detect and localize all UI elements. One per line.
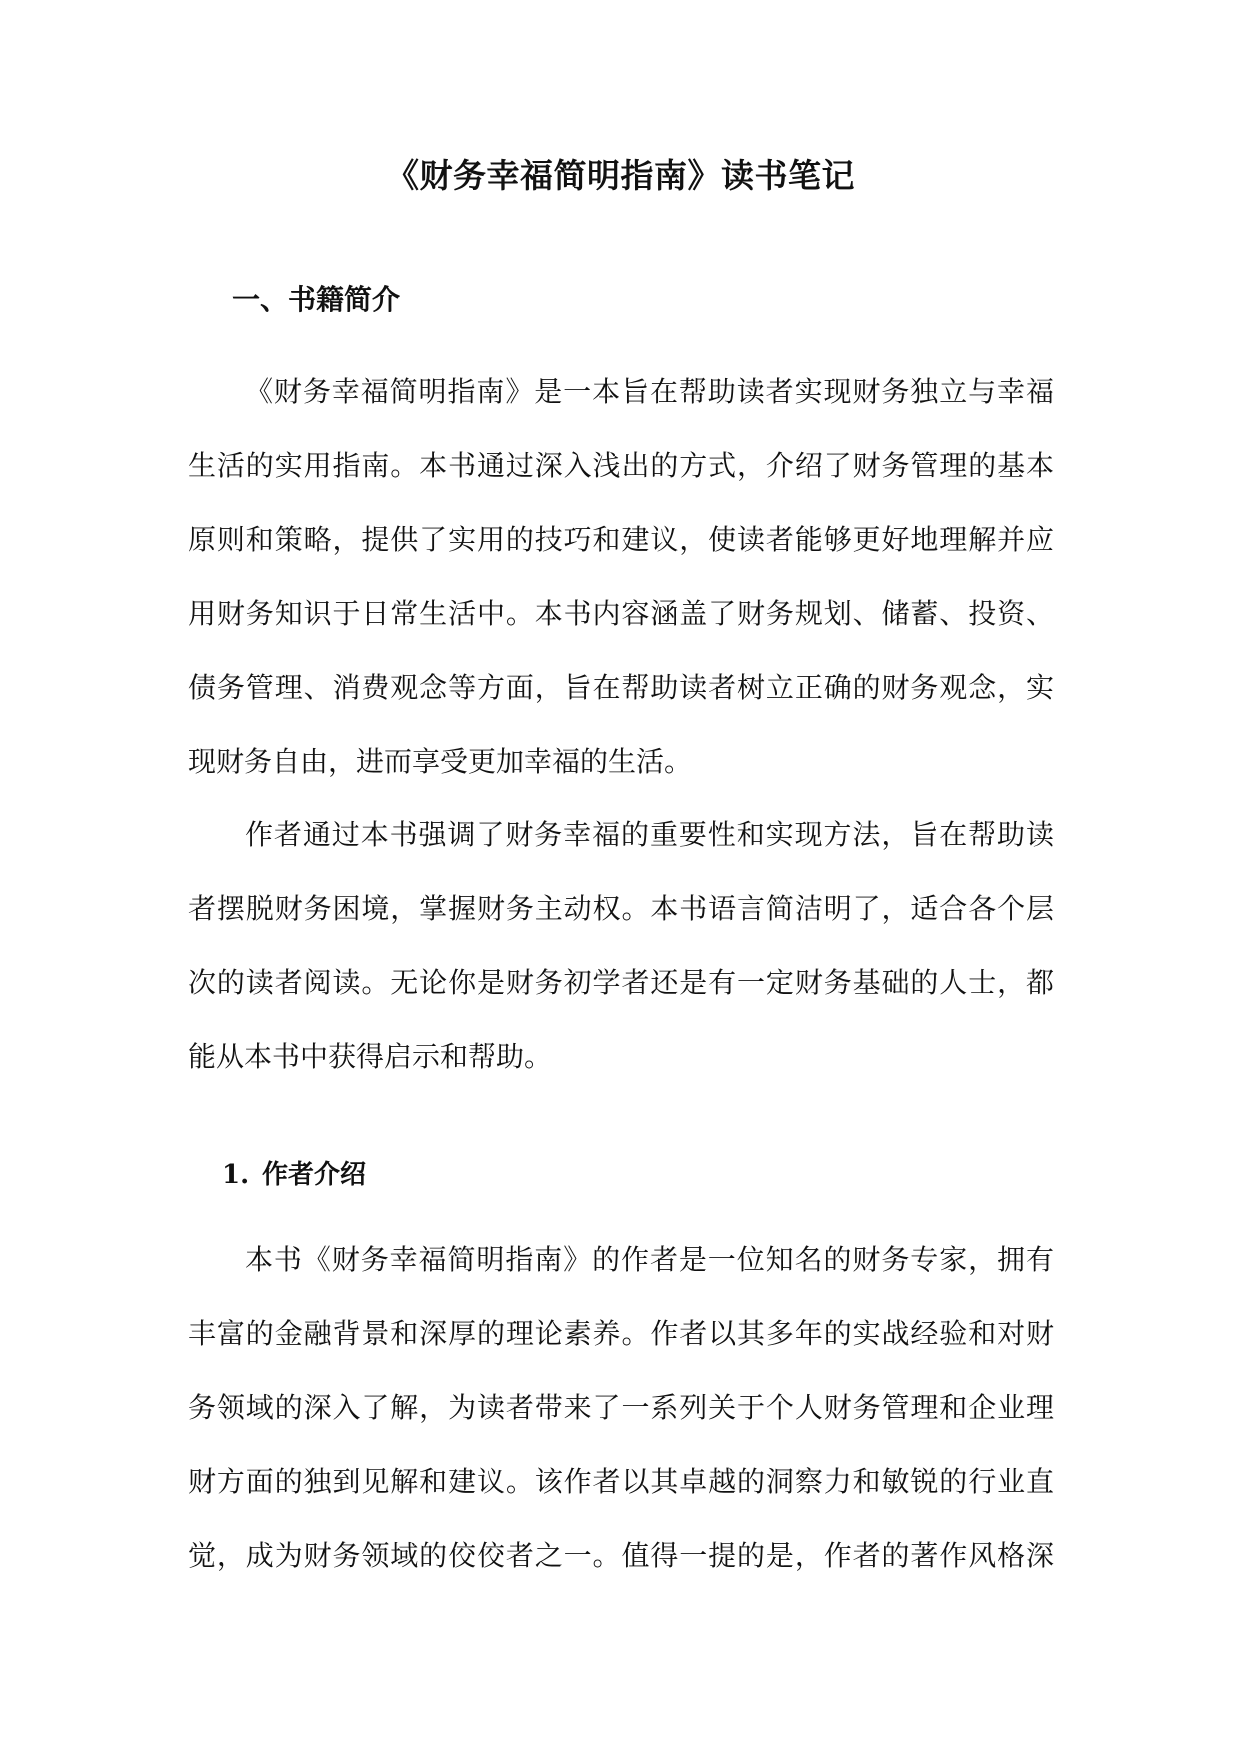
paragraph-line: 原则和策略，提供了实用的技巧和建议，使读者能够更好地理解并应 [188, 523, 1054, 556]
paragraph-book-intro-2 [188, 798, 1054, 1094]
paragraph-line: 觉，成为财务领域的佼佼者之一。值得一提的是，作者的著作风格深 [188, 1539, 1054, 1572]
paragraph-line: 本书《财务幸福简明指南》的作者是一位知名的财务专家，拥有 [245, 1243, 1054, 1276]
subsection-number: 1. [222, 1160, 250, 1190]
paragraph-line: 财方面的独到见解和建议。该作者以其卓越的洞察力和敏锐的行业直 [188, 1465, 1054, 1498]
paragraph-line: 能从本书中获得启示和帮助。 [188, 1040, 553, 1073]
document-title: 《财务幸福简明指南》读书笔记 [386, 156, 855, 195]
paragraph-book-intro-1 [188, 355, 1054, 799]
subsection-heading-author-intro [222, 1150, 366, 1200]
paragraph-line: 债务管理、消费观念等方面，旨在帮助读者树立正确的财务观念，实 [188, 671, 1054, 704]
paragraph-line: 者摆脱财务困境，掌握财务主动权。本书语言简洁明了，适合各个层 [188, 892, 1054, 925]
paragraph-line: 《财务幸福简明指南》是一本旨在帮助读者实现财务独立与幸福 [245, 375, 1054, 408]
paragraph-line: 用财务知识于日常生活中。本书内容涵盖了财务规划、储蓄、投资、 [188, 597, 1054, 630]
paragraph-line: 次的读者阅读。无论你是财务初学者还是有一定财务基础的人士，都 [188, 966, 1054, 999]
subsection-title: 作者介绍 [262, 1160, 367, 1190]
paragraph-line: 现财务自由，进而享受更加幸福的生活。 [188, 745, 693, 778]
paragraph-line: 丰富的金融背景和深厚的理论素养。作者以其多年的实战经验和对财 [188, 1317, 1054, 1350]
section-heading-book-intro: 一、书籍简介 [232, 283, 401, 316]
paragraph-line: 作者通过本书强调了财务幸福的重要性和实现方法，旨在帮助读 [245, 818, 1054, 851]
paragraph-line: 务领域的深入了解，为读者带来了一系列关于个人财务管理和企业理 [188, 1391, 1054, 1424]
paragraph-author-intro [188, 1223, 1054, 1593]
paragraph-line: 生活的实用指南。本书通过深入浅出的方式，介绍了财务管理的基本 [188, 449, 1054, 482]
